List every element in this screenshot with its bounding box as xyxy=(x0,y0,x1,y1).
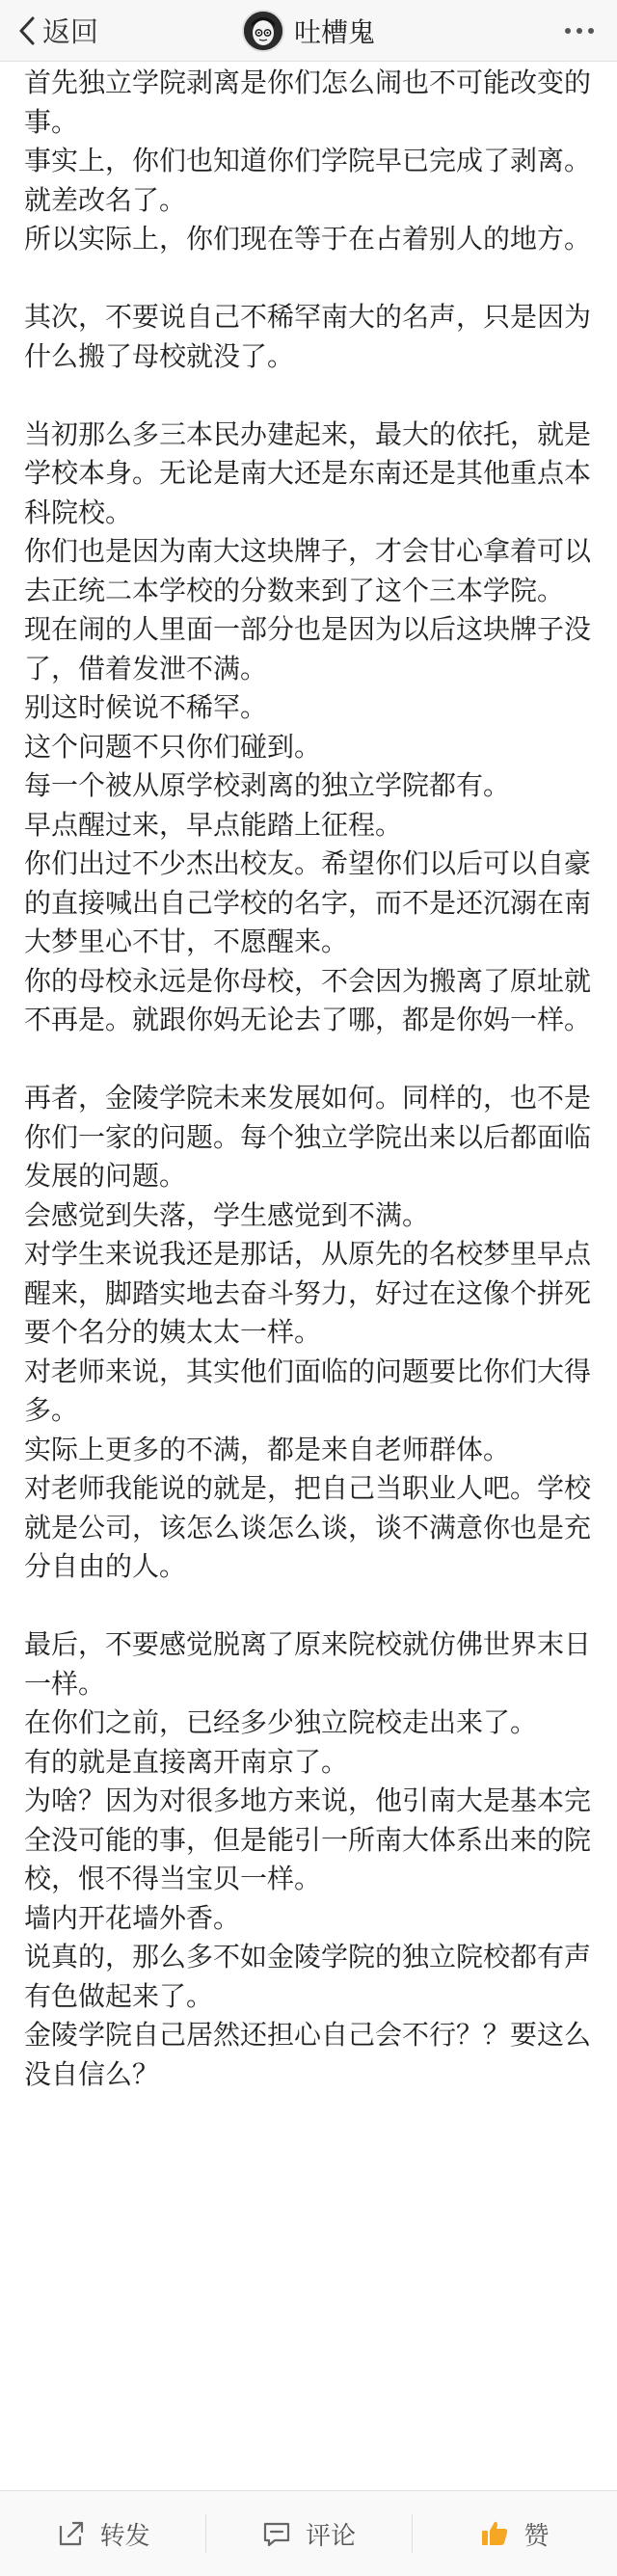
paragraph: 有的就是直接离开南京了。 xyxy=(24,1745,349,1778)
paragraph: 早点醒过来，早点能踏上征程。 xyxy=(24,808,403,841)
paragraph: 每一个被从原学校剥离的独立学院都有。 xyxy=(24,769,511,801)
paragraph: 再者，金陵学院未来发展如何。同样的，也不是你们一家的问题。每个独立学院出来以后都面临发展的问题。 xyxy=(24,1082,592,1192)
more-dot xyxy=(565,28,571,34)
paragraph: 这个问题不只你们碰到。 xyxy=(24,730,322,763)
more-button[interactable] xyxy=(559,0,594,62)
paragraph: 其次，不要说自己不稀罕南大的名声，只是因为什么搬了母校就没了。 xyxy=(24,301,592,372)
avatar[interactable] xyxy=(242,10,284,52)
comment-icon xyxy=(261,2518,292,2549)
paragraph-spacer xyxy=(24,1587,593,1626)
like-label: 赞 xyxy=(523,2521,550,2551)
share-icon xyxy=(56,2518,87,2549)
paragraph: 对老师来说，其实他们面临的问题要比你们大得多。 xyxy=(24,1355,592,1426)
post-content xyxy=(24,64,593,2094)
bottom-action-bar xyxy=(0,2490,617,2576)
more-dot xyxy=(588,28,594,34)
paragraph: 会感觉到失落，学生感觉到不满。 xyxy=(24,1198,430,1231)
chevron-left-icon xyxy=(17,15,37,46)
paragraph: 首先独立学院剥离是你们怎么闹也不可能改变的事。 xyxy=(24,67,592,138)
page-title: 吐槽鬼 xyxy=(293,16,375,48)
paragraph: 说真的，那么多不如金陵学院的独立院校都有声有色做起来了。 xyxy=(24,1941,592,2012)
paragraph: 你的母校永远是你母校，不会因为搬离了原址就不再是。就跟你妈无论去了哪，都是你妈一样。 xyxy=(24,964,592,1035)
paragraph: 对老师我能说的就是，把自己当职业人吧。学校就是公司，该怎么谈怎么谈，谈不满意你也是充分自由的人。 xyxy=(24,1472,592,1582)
paragraph: 你们也是因为南大这块牌子，才会甘心拿着可以去正统二本学校的分数来到了这个三本学院。 xyxy=(24,535,592,606)
paragraph: 在你们之前，已经多少独立院校走出来了。 xyxy=(24,1706,538,1738)
back-button[interactable] xyxy=(0,0,98,62)
paragraph: 你们出过不少杰出校友。希望你们以后可以自豪的直接喊出自己学校的名字，而不是还沉溺在南大梦里心不甘，不愿醒来。 xyxy=(24,847,592,957)
paragraph: 金陵学院自己居然还担心自己会不行？？要这么没自信么？ xyxy=(24,2019,592,2090)
more-dot xyxy=(577,28,582,34)
paragraph: 墙内开花墙外香。 xyxy=(24,1901,241,1934)
paragraph: 就差改名了。 xyxy=(24,183,187,216)
paragraph: 最后，不要感觉脱离了原来院校就仿佛世界末日一样。 xyxy=(24,1628,592,1700)
paragraph: 现在闹的人里面一部分也是因为以后这块牌子没了，借着发泄不满。 xyxy=(24,613,592,684)
paragraph: 所以实际上，你们现在等于在占着别人的地方。 xyxy=(24,223,592,255)
repost-button[interactable] xyxy=(0,2491,205,2576)
top-nav-bar xyxy=(0,0,617,62)
like-button[interactable] xyxy=(412,2491,617,2576)
repost-label: 转发 xyxy=(99,2521,150,2551)
paragraph: 当初那么多三本民办建起来，最大的依托，就是学校本身。无论是南大还是东南还是其他重点本科院校。 xyxy=(24,417,592,528)
comment-button[interactable] xyxy=(205,2491,411,2576)
comment-label: 评论 xyxy=(305,2521,356,2551)
paragraph-spacer xyxy=(24,259,593,299)
avatar-face-icon xyxy=(244,12,282,50)
paragraph-spacer xyxy=(24,376,593,416)
paragraph: 实际上更多的不满，都是来自老师群体。 xyxy=(24,1433,511,1465)
back-label: 返回 xyxy=(42,15,99,48)
thumbs-up-icon xyxy=(479,2518,510,2549)
paragraph: 为啥？因为对很多地方来说，他引南大是基本完全没可能的事，但是能引一所南大体系出来的院校，恨不得当宝贝一样。 xyxy=(24,1784,592,1894)
paragraph: 事实上，你们也知道你们学院早已完成了剥离。 xyxy=(24,145,592,176)
paragraph-spacer xyxy=(24,1040,593,1080)
paragraph: 对学生来说我还是那话，从原先的名校梦里早点醒来，脚踏实地去奋斗努力，好过在这像个拼死要个名分的姨太太一样。 xyxy=(24,1238,592,1348)
paragraph: 别这时候说不稀罕。 xyxy=(24,691,268,723)
